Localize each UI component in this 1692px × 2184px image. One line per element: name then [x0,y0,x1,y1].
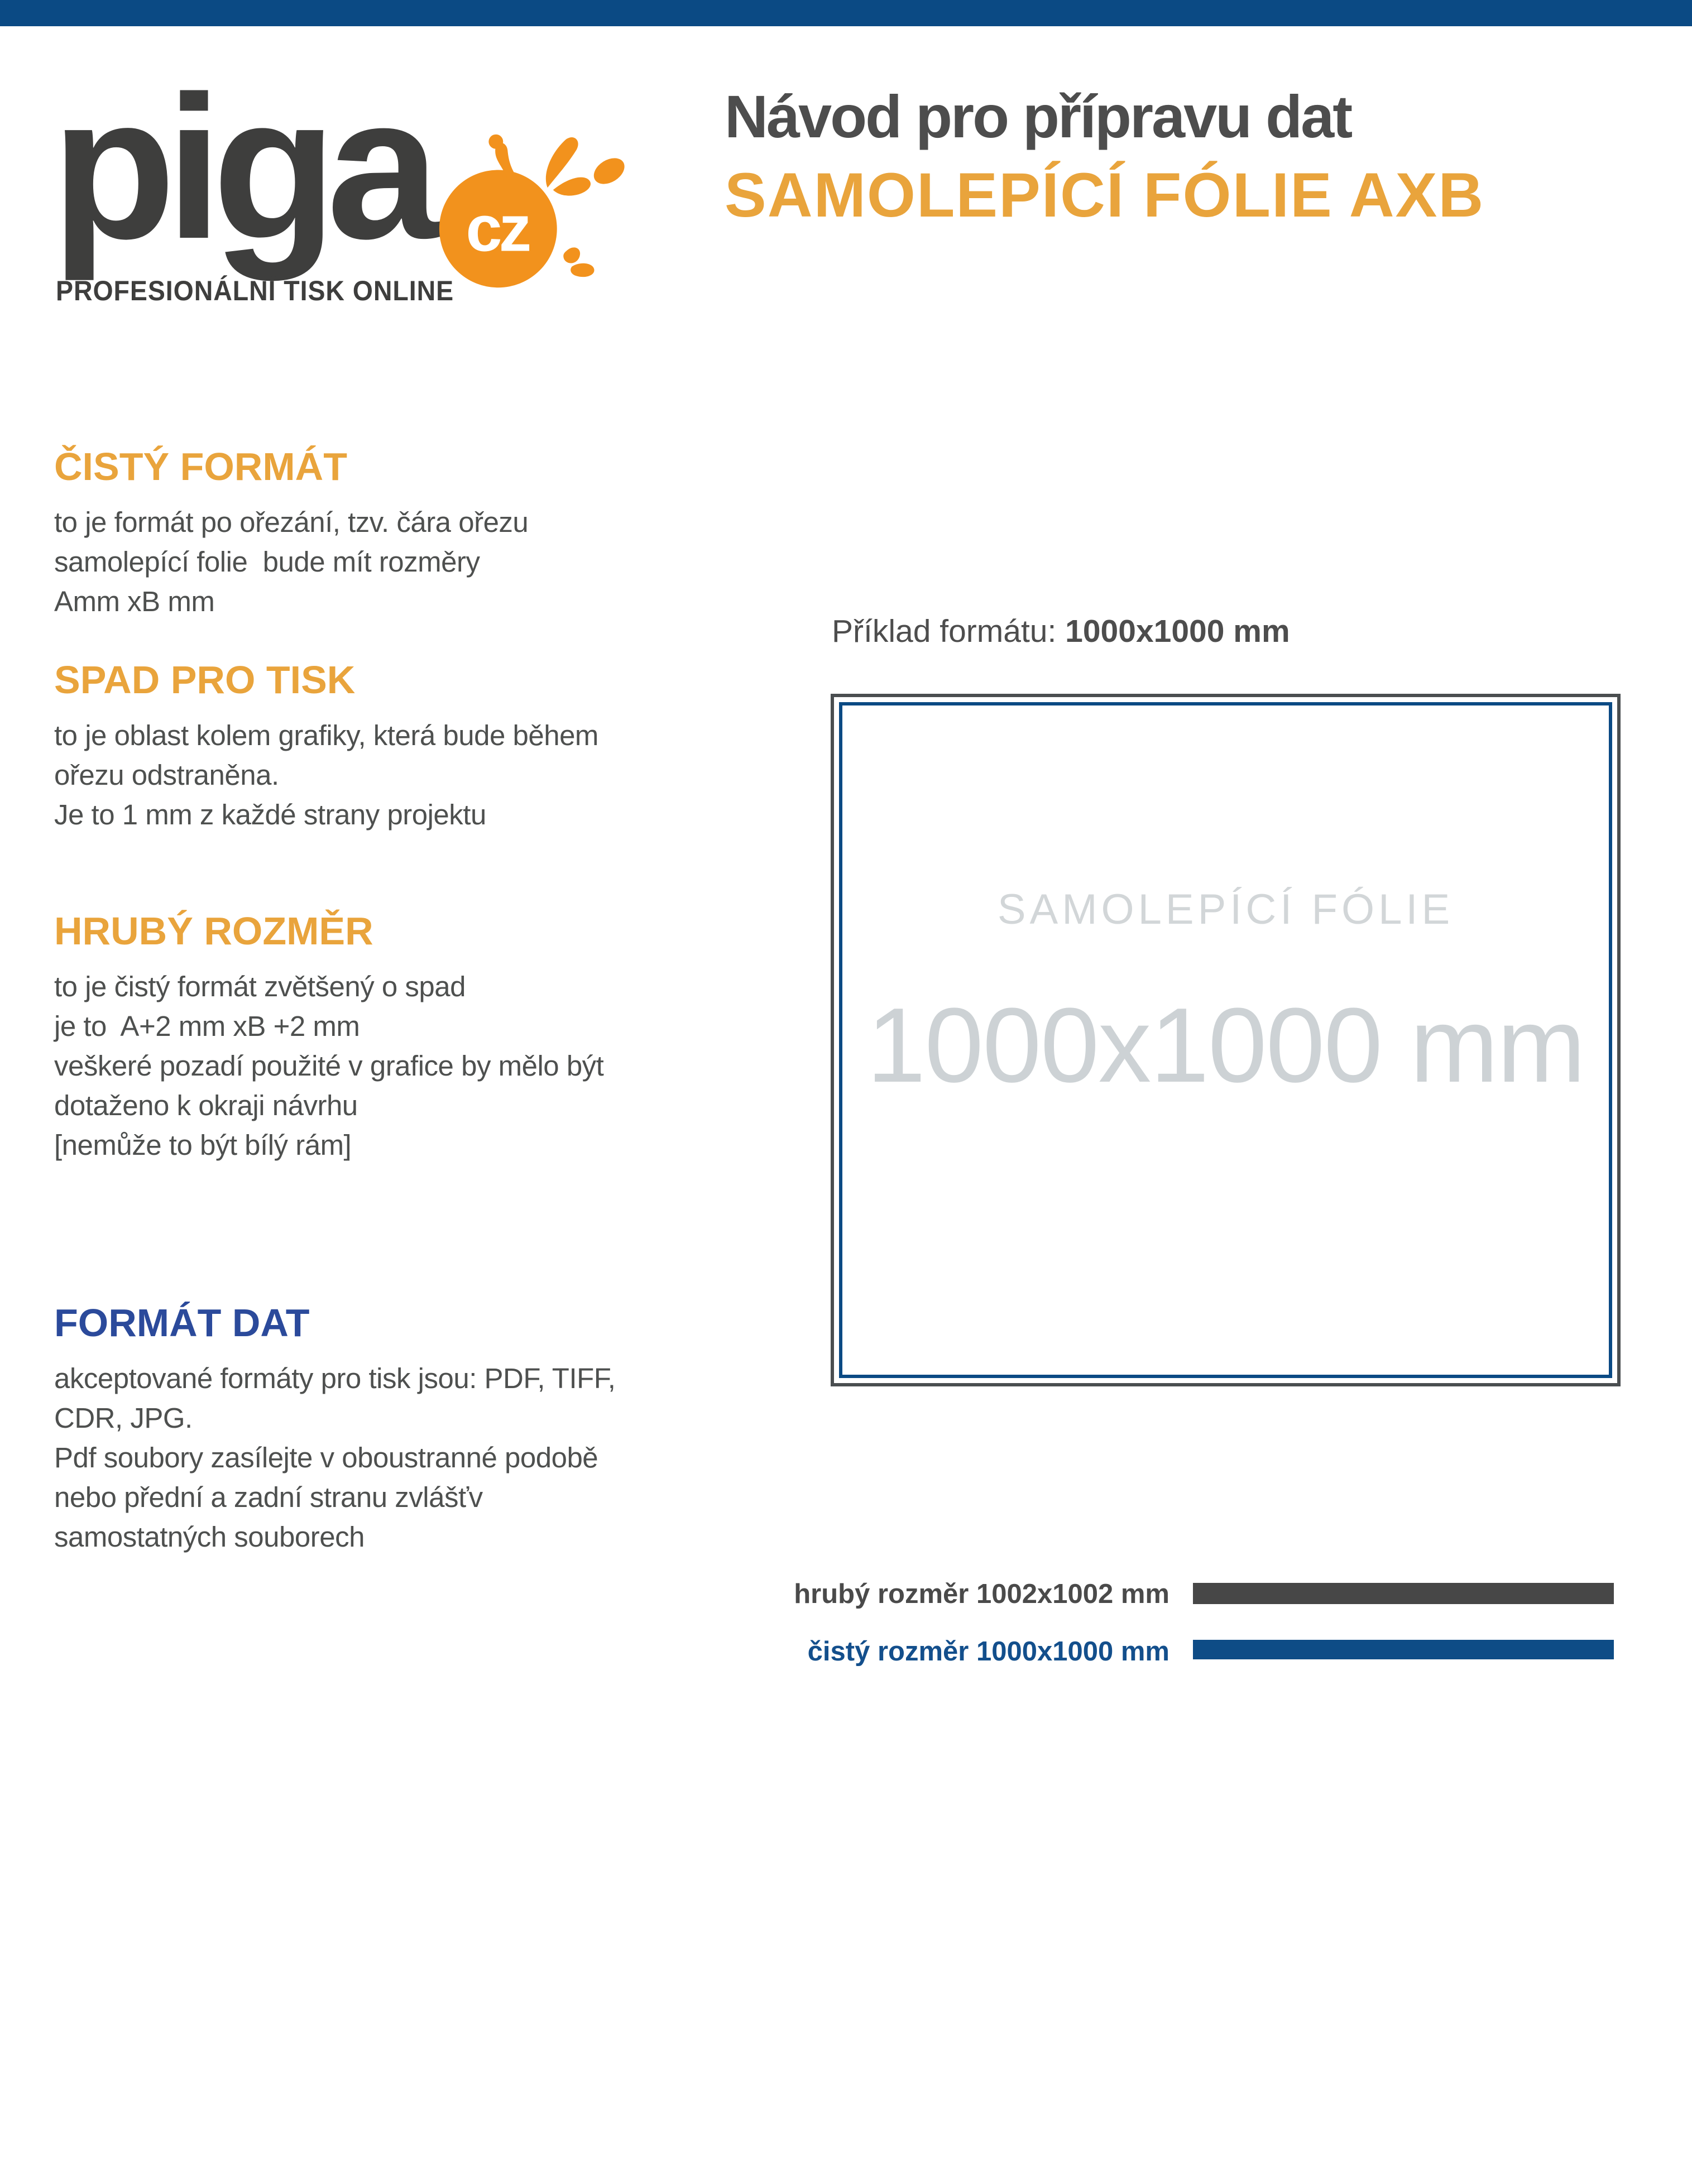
section-heading: FORMÁT DAT [54,1301,310,1345]
section-spad-pro-tisk [54,660,819,834]
section-format-dat [54,1303,819,1557]
legend-label-cisty-rozmer: čistý rozměr 1000x1000 mm [807,1636,1169,1667]
section-line: Amm xB mm [54,585,215,617]
legend-label-hruby-rozmer: hrubý rozměr 1002x1002 mm [794,1579,1169,1609]
section-line: nebo přední a zadní stranu zvlášťv [54,1481,483,1513]
legend-swatch-hruby-rozmer [1193,1583,1614,1604]
paint-splat-icon [429,133,629,301]
example-format-label [832,613,1290,650]
page-subtitle: SAMOLEPÍCÍ FÓLIE AXB [725,160,1485,231]
logo-cz-label: cz [466,191,529,265]
example-format-label-text: Příklad formátu: [832,613,1057,649]
section-line: samostatných souborech [54,1520,365,1553]
section-line: dotaženo k okraji návrhu [54,1089,358,1121]
section-line: Pdf soubory zasílejte v oboustranné podobě [54,1441,598,1473]
section-line: to je čistý formát zvětšený o spad [54,970,466,1002]
section-heading: HRUBÝ ROZMĚR [54,909,373,953]
watermark-product-name: SAMOLEPÍCÍ FÓLIE [997,886,1454,933]
section-line: Je to 1 mm z každé strany projektu [54,798,486,831]
format-example-box [831,694,1621,1386]
header [725,83,1485,231]
top-accent-bar [0,0,1692,26]
section-line: akceptované formáty pro tisk jsou: PDF, TIFF, [54,1362,616,1394]
section-heading: ČISTÝ FORMÁT [54,445,347,488]
section-line: je to A+2 mm xB +2 mm [54,1010,360,1042]
section-line: to je oblast kolem grafiky, která bude během [54,719,598,751]
section-hruby-rozmer [54,911,819,1165]
section-line: [nemůže to být bílý rám] [54,1129,352,1161]
section-heading: SPAD PRO TISK [54,658,356,702]
logo-tagline: PROFESIONÁLNÍ TISK ONLINE [56,275,454,306]
legend-swatch-cisty-rozmer [1193,1640,1614,1659]
example-format-value: 1000x1000 mm [1065,613,1290,649]
page-title: Návod pro přípravu dat [725,83,1351,150]
logo-wordmark: piga [51,54,430,281]
section-line: CDR, JPG. [54,1401,193,1434]
clean-format-border [839,702,1612,1378]
section-line: samolepící folie bude mít rozměry [54,545,480,578]
section-line: ořezu odstraněna. [54,759,279,791]
section-cisty-format [54,447,819,621]
section-line: to je formát po ořezání, tzv. čára ořezu [54,506,529,538]
watermark-format-size: 1000x1000 mm [866,986,1585,1105]
section-line: veškeré pozadí použité v grafice by mělo být [54,1049,604,1082]
